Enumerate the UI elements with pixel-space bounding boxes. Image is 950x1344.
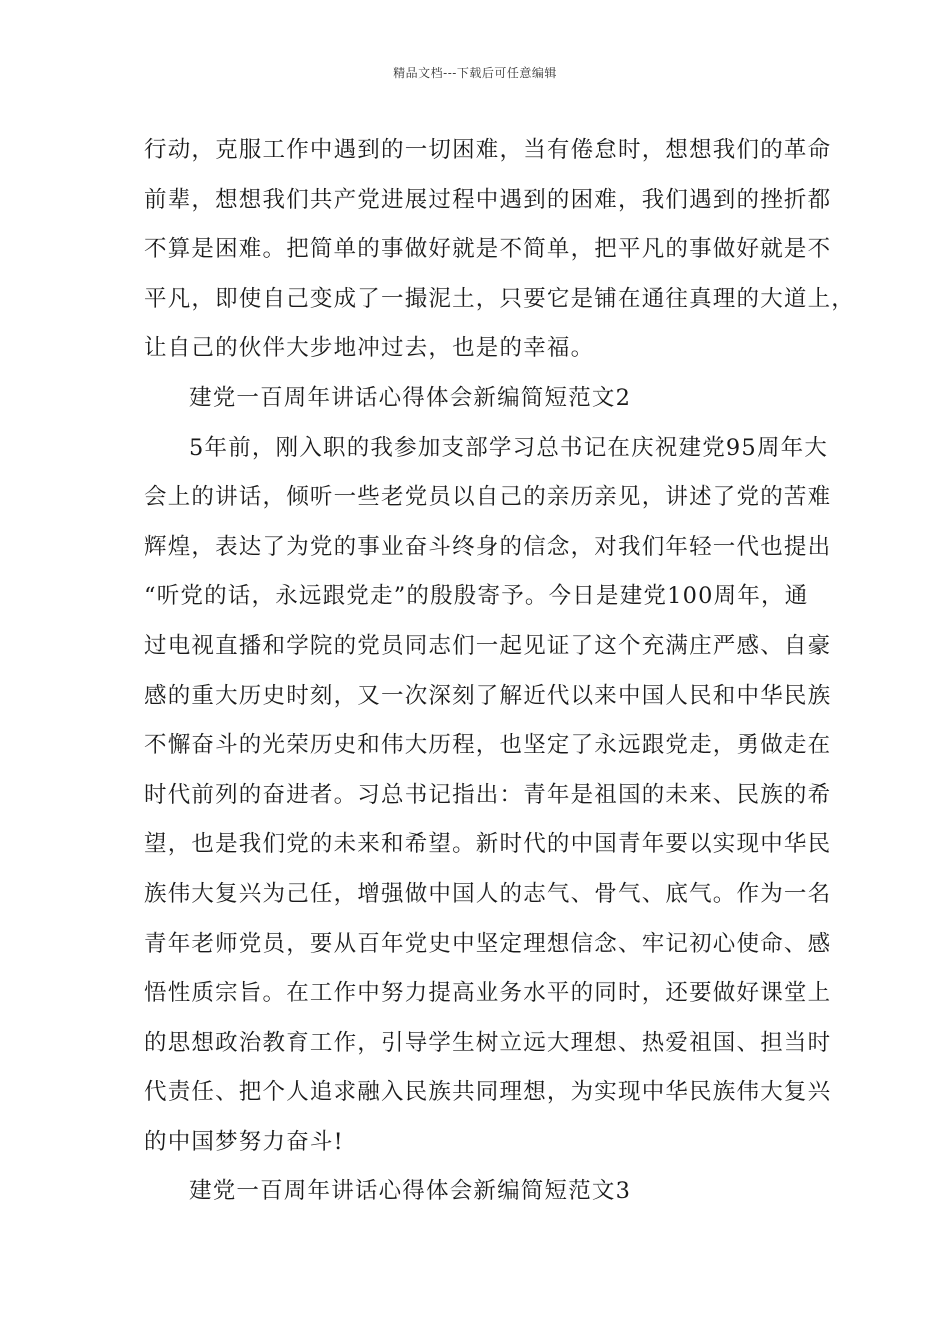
text-line: 过电视直播和学院的党员同志们一起见证了这个充满庄严感、自豪 xyxy=(144,632,832,659)
text-line: 望，也是我们党的未来和希望。新时代的中国青年要以实现中华民 xyxy=(144,831,832,858)
text-line: 平凡，即使自己变成了一撮泥土，只要它是铺在通往真理的大道上， xyxy=(144,285,856,312)
text-line: 辉煌，表达了为党的事业奋斗终身的信念，对我们年轻一代也提出 xyxy=(144,533,832,560)
text-line: 让自己的伙伴大步地冲过去，也是的幸福。 xyxy=(144,335,595,362)
text-line: 青年老师党员，要从百年党史中坚定理想信念、牢记初心使命、感 xyxy=(144,930,832,957)
text-line: “听党的话，永远跟党走”的殷殷寄予。今日是建党100周年，通 xyxy=(144,583,809,610)
text-line: 不懈奋斗的光荣历史和伟大历程，也坚定了永远跟党走，勇做走在 xyxy=(144,732,832,759)
text-line: 悟性质宗旨。在工作中努力提高业务水平的同时，还要做好课堂上 xyxy=(144,980,832,1007)
section-heading-2: 建党一百周年讲话心得体会新编简短范文2 xyxy=(189,384,632,411)
document-body xyxy=(144,126,856,1217)
text-line: 的思想政治教育工作，引导学生树立远大理想、热爱祖国、担当时 xyxy=(144,1029,832,1056)
text-line: 族伟大复兴为己任，增强做中国人的志气、骨气、底气。作为一名 xyxy=(144,880,832,907)
section-heading-3: 建党一百周年讲话心得体会新编简短范文3 xyxy=(189,1178,632,1205)
text-line: 会上的讲话，倾听一些老党员以自己的亲历亲见，讲述了党的苦难 xyxy=(144,484,832,511)
text-line: 的中国梦努力奋斗! xyxy=(144,1128,344,1155)
text-line: 行动，克服工作中遇到的一切困难，当有倦怠时，想想我们的革命 xyxy=(144,137,832,163)
text-line: 感的重大历史时刻，又一次深刻了解近代以来中国人民和中华民族 xyxy=(144,682,832,709)
text-line: 前辈，想想我们共产党进展过程中遇到的困难，我们遇到的挫折都 xyxy=(144,186,832,213)
page-header: 精品文档---下载后可任意编辑 xyxy=(393,66,557,80)
text-line: 代责任、把个人追求融入民族共同理想，为实现中华民族伟大复兴 xyxy=(144,1079,832,1106)
text-line: 时代前列的奋进者。习总书记指出：青年是祖国的未来、民族的希 xyxy=(144,781,832,808)
text-line: 不算是困难。把简单的事做好就是不简单，把平凡的事做好就是不 xyxy=(144,236,832,263)
text-line: 5年前，刚入职的我参加支部学习总书记在庆祝建党95周年大 xyxy=(189,434,829,461)
